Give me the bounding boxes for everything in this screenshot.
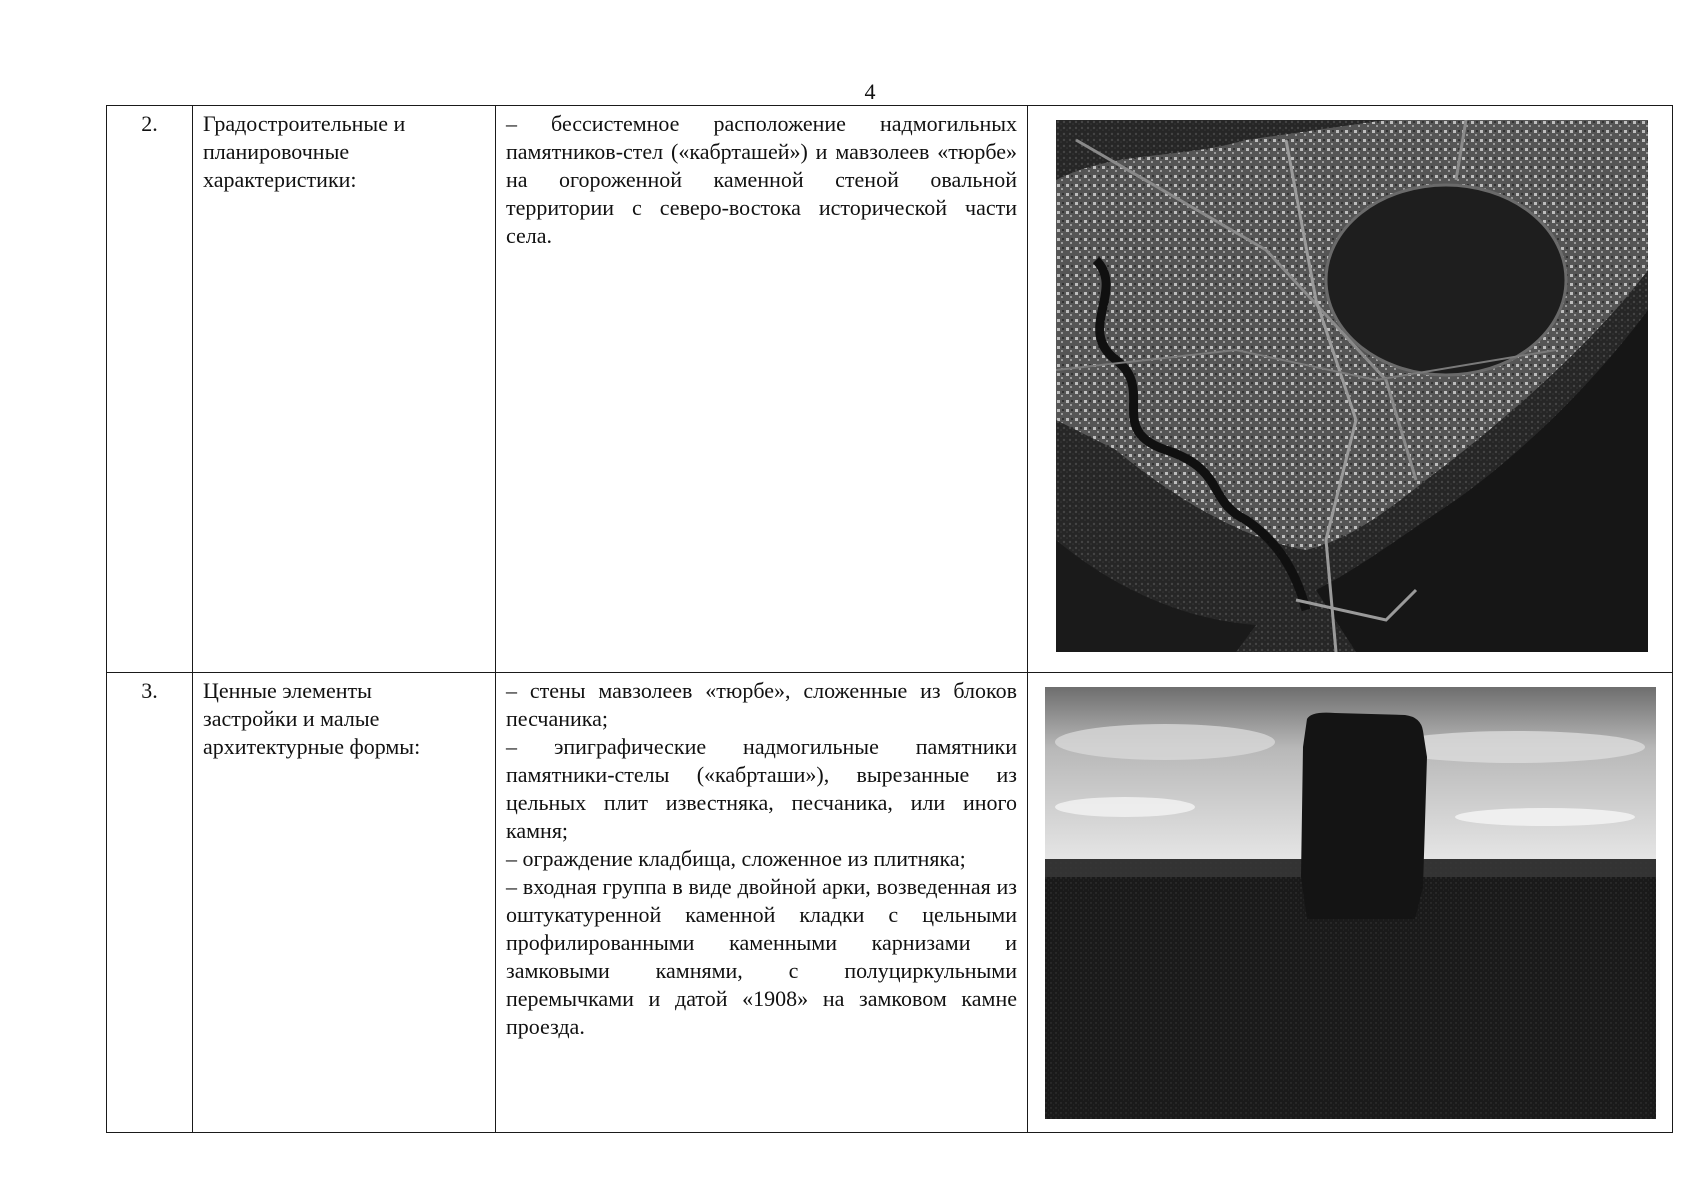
characteristics-table (106, 105, 1673, 1133)
row-title-line: Ценные элементы (203, 678, 372, 703)
row-image-cell (1028, 106, 1673, 673)
table-row (107, 673, 1673, 1133)
row-description (496, 106, 1028, 673)
row-title-line: архитектурные формы: (203, 734, 421, 759)
description-item: – ограждение кладбища, сложенное из плитняка; (506, 846, 966, 871)
row-title (193, 106, 496, 673)
row-title-line: характеристики: (203, 167, 357, 192)
description-item: – эпиграфические надмогильные памятники памятники-стелы («кабрташи»), вырезанные из цельных плит известняка, песчаника, или иного камня; (506, 734, 1017, 843)
description-item: – бессистемное расположение надмогильных памятников-стел («кабрташей») и мавзолеев «тюрбе» на огороженной каменной стеной овальной территории с северо-востока исторической части села. (506, 111, 1017, 248)
aerial-photo (1056, 120, 1648, 652)
description-item: – входная группа в виде двойной арки, возведенная из оштукатуренной каменной кладки с цельными профилированными каменными карнизами и замковыми камнями, с полуциркульными перемычками и датой «1908» на замковом камне проезда. (506, 874, 1017, 1039)
table-row (107, 106, 1673, 673)
row-number: 2. (107, 106, 193, 673)
row-title (193, 673, 496, 1133)
row-title-line: Градостроительные и (203, 111, 406, 136)
page-number: 4 (864, 79, 876, 104)
row-number: 3. (107, 673, 193, 1133)
row-title-line: застройки и малые (203, 706, 380, 731)
stele-photo (1045, 687, 1656, 1119)
row-image-cell (1028, 673, 1673, 1133)
row-title-line: планировочные (203, 139, 350, 164)
row-description (496, 673, 1028, 1133)
description-item: – стены мавзолеев «тюрбе», сложенные из блоков песчаника; (506, 678, 1017, 731)
